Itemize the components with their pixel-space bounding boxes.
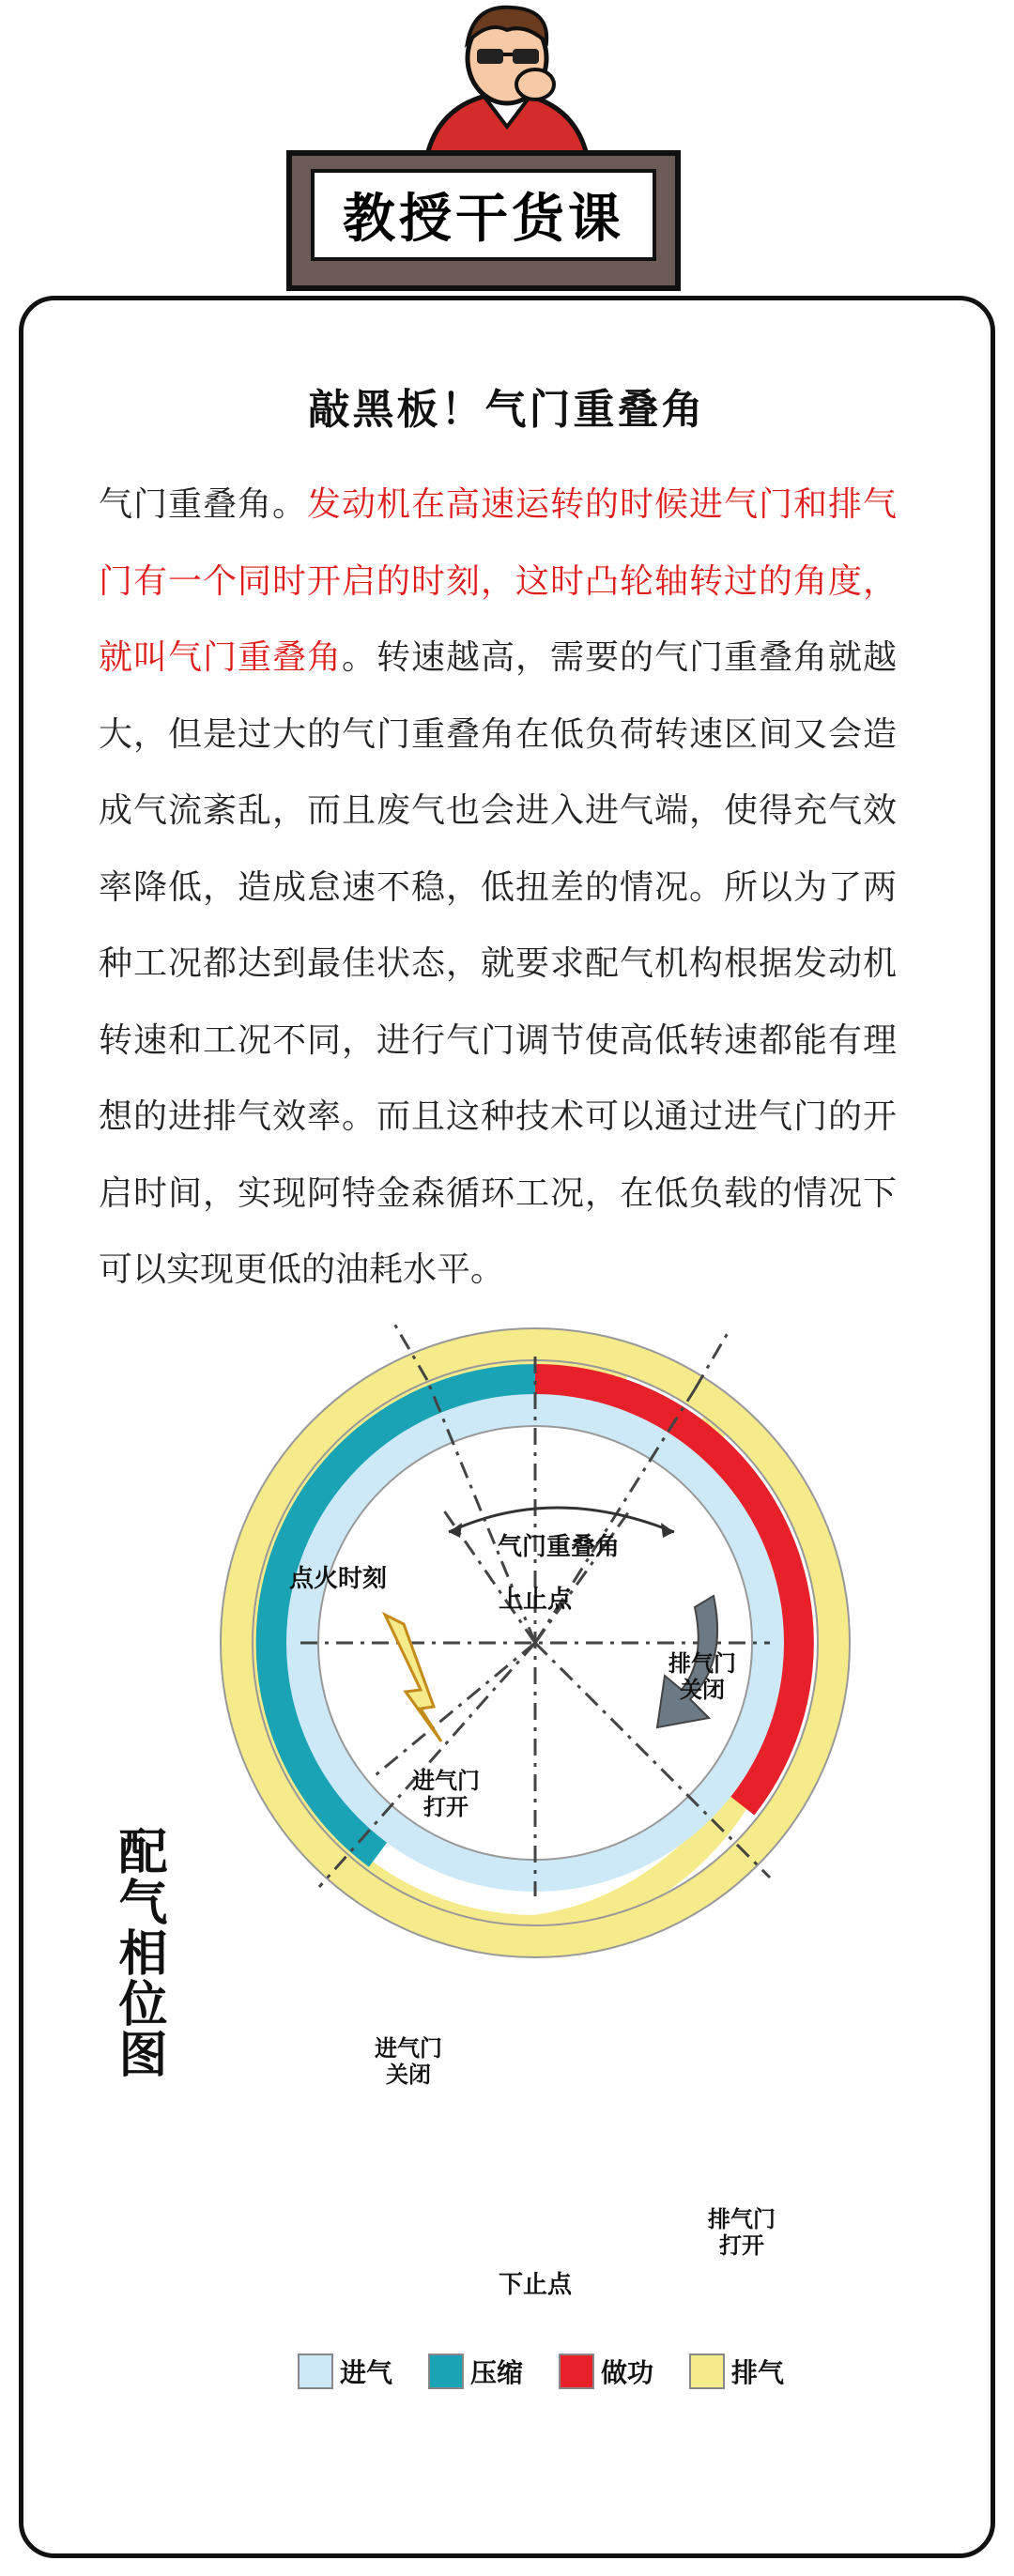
legend-label-power: 做功 — [601, 2357, 654, 2388]
legend-label-exhaust: 排气 — [731, 2357, 785, 2388]
label-intake-open-2: 打开 — [423, 1794, 469, 1820]
label-tdc: 上止点 — [498, 1586, 573, 1614]
label-ignition: 点火时刻 — [288, 1565, 388, 1593]
article-title: 敲黑板！气门重叠角 — [308, 386, 706, 434]
label-intake-close-1: 进气门 — [375, 2035, 442, 2062]
legend-label-intake: 进气 — [340, 2357, 393, 2388]
legend-swatch-power — [560, 2354, 593, 2388]
highlight-text: 发动机在高速运转的时候进气门和排气门有一个同时开启的时刻，这时凸轮轴转过的角度，就叫气门重叠角 — [99, 485, 897, 677]
diagram-side-title: 配气相位图 — [110, 1826, 166, 2079]
label-intake-open-1: 进气门 — [412, 1768, 480, 1794]
label-exhaust-open-2: 打开 — [719, 2232, 764, 2259]
legend-swatch-compression — [429, 2354, 463, 2388]
label-overlap-angle: 气门重叠角 — [497, 1533, 621, 1561]
label-exhaust-open-1: 排气门 — [708, 2206, 776, 2232]
legend-label-compression: 压缩 — [470, 2357, 524, 2388]
label-exhaust-close-1: 排气门 — [668, 1650, 736, 1677]
label-bdc: 下止点 — [498, 2271, 573, 2299]
sign-text: 教授干货课 — [311, 169, 656, 261]
label-exhaust-close-2: 关闭 — [680, 1677, 725, 1703]
body-text: 。转速越高，需要的气门重叠角就越大，但是过大的气门重叠角在低负荷转速区间又会造成气流紊乱，而且废气也会进入进气端，使得充气效率降低，造成怠速不稳，低扭差的情况。所以为了两种工况都达到最佳状态，就要求配气机构根据发动机转速和工况不同，进行气门调节使高低转速都能有理想的进排气效率。而且这种技术可以通过进气门的开启时间，实现阿特金森循环工况，在低负载的情况下可以实现更低的油耗水平。 — [99, 638, 897, 1289]
intro-text: 气门重叠角。 — [99, 485, 307, 524]
legend-swatch-exhaust — [690, 2354, 724, 2388]
label-intake-close-2: 关闭 — [386, 2062, 431, 2088]
legend-swatch-intake — [299, 2354, 332, 2388]
